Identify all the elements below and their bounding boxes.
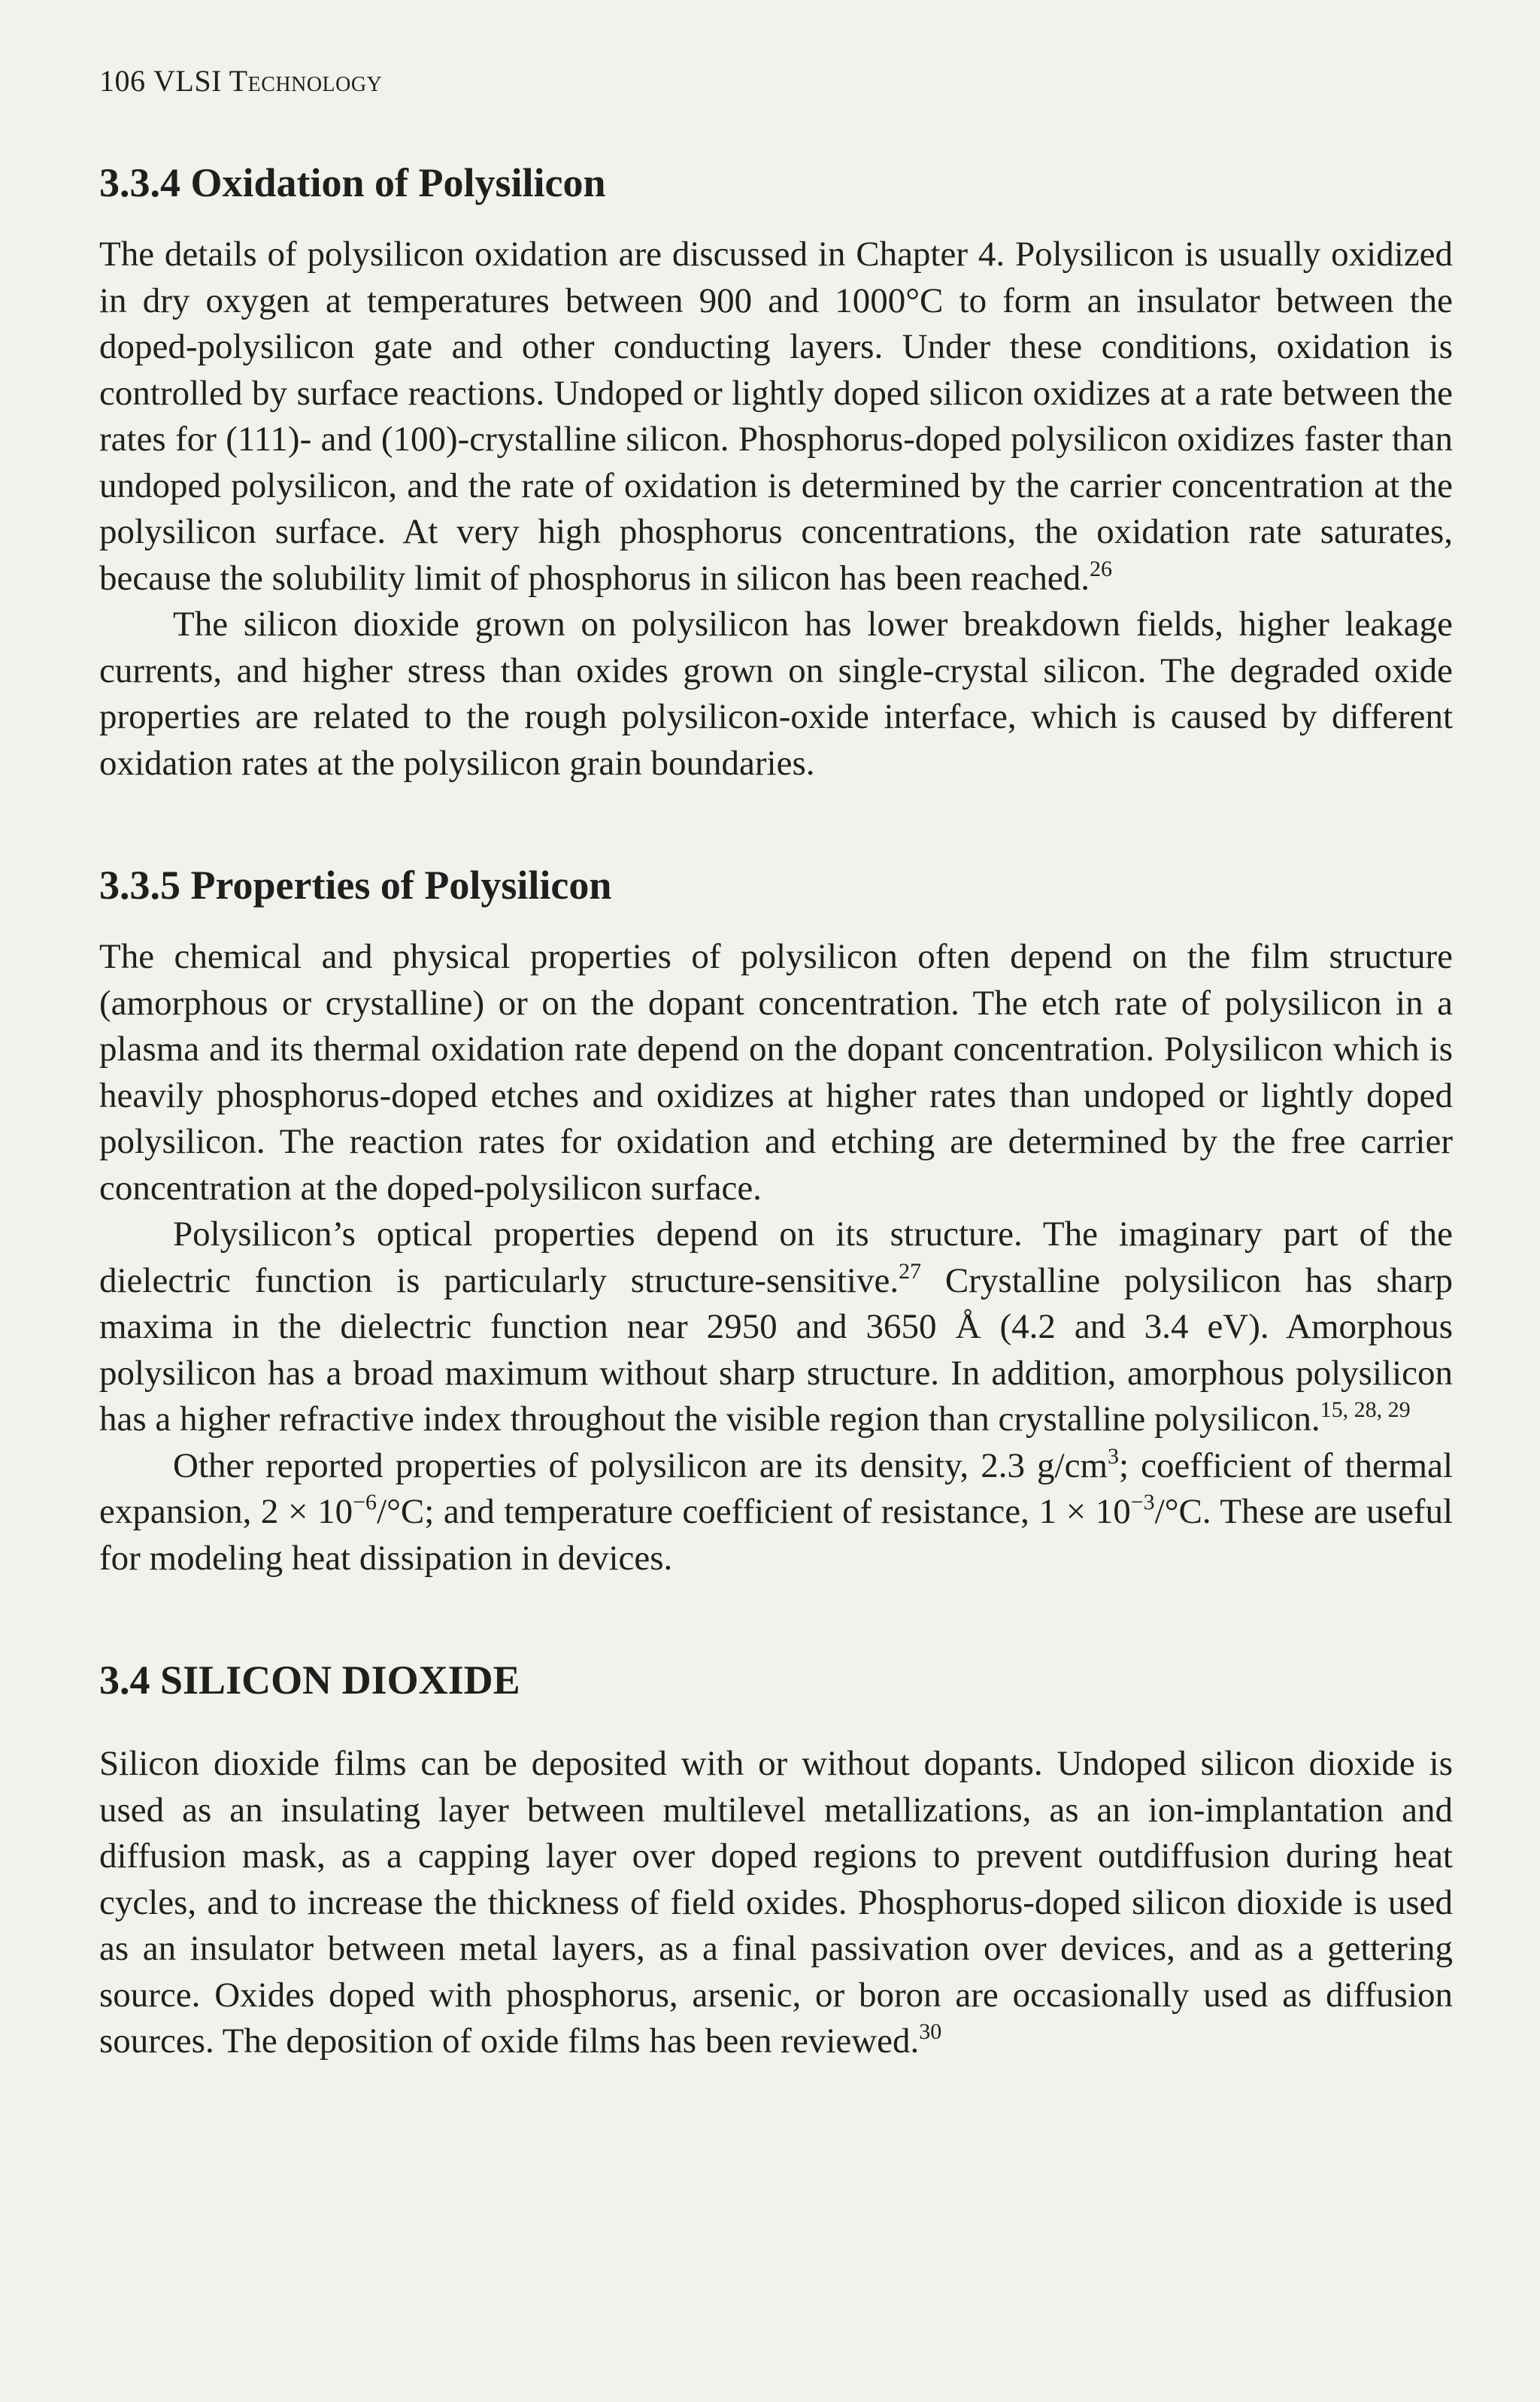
reference-number: 15, 28, 29 <box>1320 1397 1411 1422</box>
section-silicon-dioxide <box>99 1654 1453 2065</box>
page <box>99 59 1453 2065</box>
section-heading: 3.3.5 Properties of Polysilicon <box>99 863 612 908</box>
superscript: −6 <box>353 1490 377 1515</box>
paragraph: The silicon dioxide grown on polysilicon has lower breakdown fields, higher leakage currents, and higher stress than oxides grown on single-crystal silicon. The degraded oxide properties are related to the rough polysilicon-oxide interface, which is caused by different oxidation rates at the polysilicon grain boundaries. <box>99 605 1453 783</box>
section-heading: 3.3.4 Oxidation of Polysilicon <box>99 160 606 205</box>
reference-number: 27 <box>899 1258 922 1284</box>
section-heading: 3.4 SILICON DIOXIDE <box>99 1657 520 1703</box>
page-number: 106 <box>99 64 146 98</box>
running-head <box>99 59 1453 104</box>
running-head-title: VLSI Technology <box>153 64 383 98</box>
section-oxidation-of-polysilicon <box>99 156 1453 787</box>
paragraph: The details of polysilicon oxidation are discussed in Chapter 4. Polysilicon is usually oxidized in dry oxygen at temperatures between 900 and 1000°C to form an insulator between the doped-polysilicon gate and other conducting layers. Under these conditions, oxidation is controlled by surface reactions. Undoped or lightly doped silicon oxidizes at a rate between the rates for (111)- and (100)-crystalline silicon. Phosphorus-doped polysilicon oxidizes faster than undoped polysilicon, and the rate of oxidation is determined by the carrier concentration at the polysilicon surface. At very high phosphorus concentrations, the oxidation rate saturates, because the solubility limit of phosphorus in silicon has been reached.$^{26}$ <box>99 235 1453 598</box>
reference-number: 26 <box>1090 556 1113 581</box>
superscript: 3 <box>1108 1443 1120 1469</box>
paragraph: The chemical and physical properties of polysilicon often depend on the film structure (amorphous or crystalline) or on the dopant concentration. The etch rate of polysilicon in a plasma and its thermal oxidation rate depend on the dopant concentration. Polysilicon which is heavily phosphorus-doped etches and oxidizes at higher rates than undoped or lightly doped polysilicon. The reaction rates for oxidation and etching are determined by the free carrier concentration at the doped-polysilicon surface. <box>99 937 1453 1208</box>
paragraph: Other reported properties of polysilicon are its density, 2.3 $g/cm^3$; coefficient of thermal expansion, $2 \times 10^{-6}/^\circ C$; and temperature coefficient of resistance, $1 \times 10^{-3}/^\circ C$. These are useful for modeling heat dissipation in devices. <box>99 1443 1454 1578</box>
section-properties-of-polysilicon <box>99 859 1453 1582</box>
reference-number: 30 <box>919 2019 942 2044</box>
paragraph: Polysilicon’s optical properties depend on its structure. The imaginary part of the dielectric function is particularly structure-sensitive.$^{27}$ Crystalline polysilicon has sharp maxima in the dielectric function near 2950 and 3650 Å (4.2 and 3.4 eV). Amorphous polysilicon has a broad maximum without sharp structure. In addition, amorphous polysilicon has a higher refractive index throughout the visible region than crystalline polysilicon.$^{15, 28, 29}$ <box>99 1215 1453 1439</box>
paragraph: Silicon dioxide films can be deposited with or without dopants. Undoped silicon dioxide is used as an insulating layer between multilevel metallizations, as an ion-implantation and diffusion mask, as a capping layer over doped regions to prevent outdiffusion during heat cycles, and to increase the thickness of field oxides. Phosphorus-doped silicon dioxide is used as an insulator between metal layers, as a final passivation over devices, and as a gettering source. Oxides doped with phosphorus, arsenic, or boron are occasionally used as diffusion sources. The deposition of oxide films has been reviewed.$^{30}$ <box>99 1744 1453 2061</box>
superscript: −3 <box>1130 1490 1155 1515</box>
